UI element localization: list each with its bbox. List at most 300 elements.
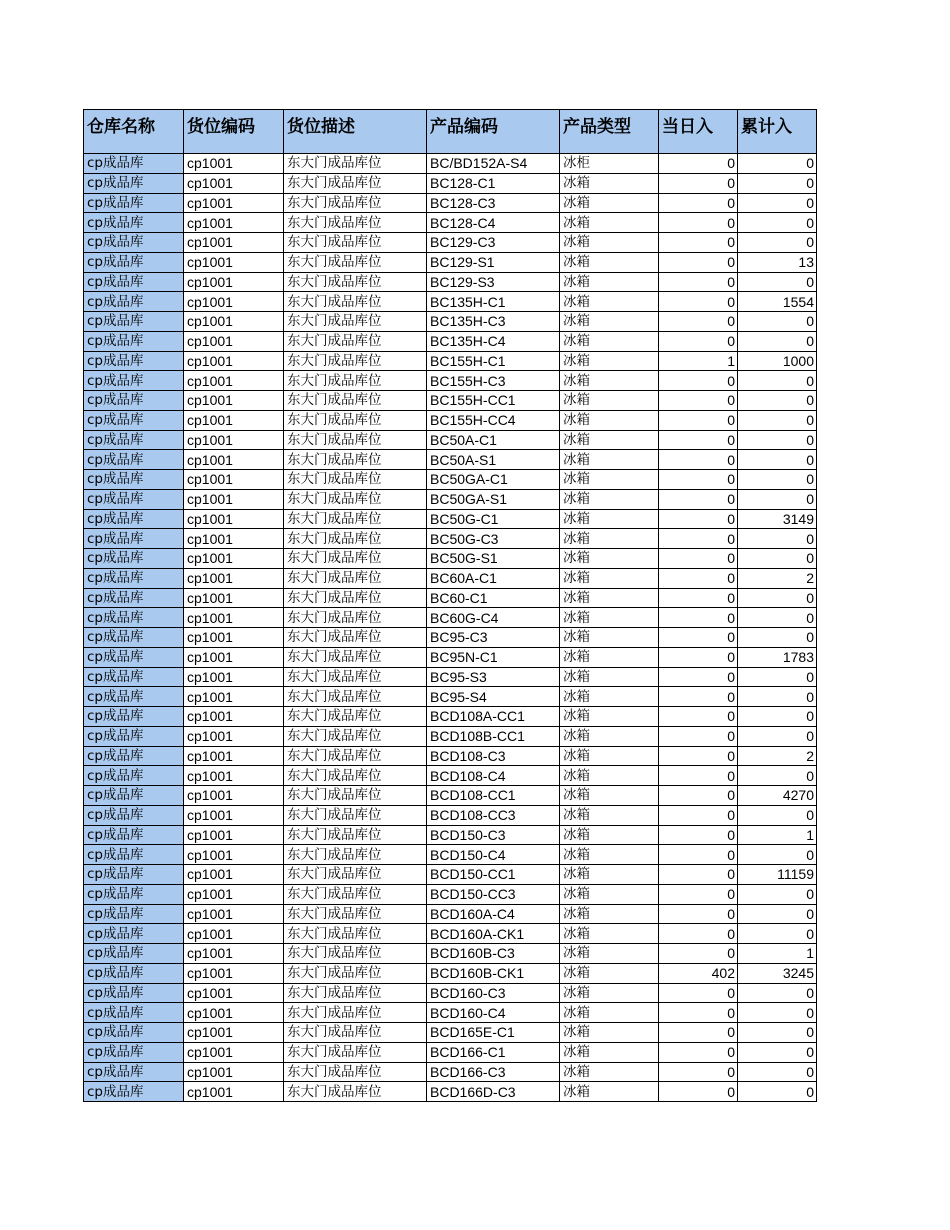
cell-product-type: 冰箱 [560,825,659,845]
cell-cumulative-in: 0 [738,667,817,687]
cell-product-code: BC129-C3 [427,233,560,253]
table-row [84,509,817,529]
cell-warehouse-name: cp成品库 [84,568,184,588]
cell-product-code: BCD160-C4 [427,1003,560,1023]
table-row [84,331,817,351]
cell-product-code: BCD160B-C3 [427,944,560,964]
cell-warehouse-name: cp成品库 [84,1023,184,1043]
cell-product-type: 冰箱 [560,391,659,411]
cell-warehouse-name: cp成品库 [84,963,184,983]
table-row [84,450,817,470]
cell-product-type: 冰箱 [560,667,659,687]
cell-location-code: cp1001 [184,766,284,786]
cell-product-code: BCD150-C4 [427,845,560,865]
cell-daily-in: 0 [659,410,738,430]
cell-location-desc: 东大门成品库位 [284,924,427,944]
cell-product-code: BCD160A-C4 [427,904,560,924]
cell-warehouse-name: cp成品库 [84,351,184,371]
cell-product-type: 冰箱 [560,292,659,312]
cell-product-code: BC135H-C1 [427,292,560,312]
cell-cumulative-in: 1554 [738,292,817,312]
cell-cumulative-in: 0 [738,529,817,549]
cell-location-desc: 东大门成品库位 [284,213,427,233]
header-row [84,110,817,154]
cell-cumulative-in: 0 [738,726,817,746]
cell-daily-in: 0 [659,252,738,272]
cell-location-code: cp1001 [184,845,284,865]
cell-daily-in: 0 [659,568,738,588]
cell-cumulative-in: 4270 [738,786,817,806]
cell-location-code: cp1001 [184,1062,284,1082]
cell-product-type: 冰箱 [560,371,659,391]
cell-daily-in: 0 [659,173,738,193]
cell-location-code: cp1001 [184,331,284,351]
cell-product-code: BC95N-C1 [427,647,560,667]
table-row [84,845,817,865]
cell-product-type: 冰箱 [560,233,659,253]
cell-warehouse-name: cp成品库 [84,272,184,292]
cell-cumulative-in: 0 [738,470,817,490]
cell-location-desc: 东大门成品库位 [284,470,427,490]
table-row [84,944,817,964]
cell-product-code: BC155H-CC4 [427,410,560,430]
cell-location-code: cp1001 [184,213,284,233]
cell-product-type: 冰箱 [560,193,659,213]
cell-location-desc: 东大门成品库位 [284,1003,427,1023]
cell-daily-in: 0 [659,154,738,174]
cell-daily-in: 0 [659,312,738,332]
cell-warehouse-name: cp成品库 [84,647,184,667]
cell-daily-in: 0 [659,647,738,667]
table-row [84,470,817,490]
cell-cumulative-in: 0 [738,549,817,569]
cell-location-code: cp1001 [184,865,284,885]
header-daily-in: 当日入 [659,110,738,154]
cell-cumulative-in: 0 [738,845,817,865]
cell-daily-in: 0 [659,272,738,292]
cell-product-code: BC50G-C3 [427,529,560,549]
cell-location-code: cp1001 [184,233,284,253]
cell-cumulative-in: 1 [738,944,817,964]
cell-daily-in: 0 [659,450,738,470]
cell-daily-in: 0 [659,509,738,529]
cell-cumulative-in: 0 [738,805,817,825]
cell-location-desc: 东大门成品库位 [284,687,427,707]
cell-cumulative-in: 0 [738,371,817,391]
table-row [84,371,817,391]
cell-cumulative-in: 2 [738,746,817,766]
table-row [84,549,817,569]
cell-location-desc: 东大门成品库位 [284,509,427,529]
cell-location-code: cp1001 [184,173,284,193]
table-row [84,687,817,707]
table-row [84,430,817,450]
cell-cumulative-in: 13 [738,252,817,272]
cell-warehouse-name: cp成品库 [84,173,184,193]
table-row [84,805,817,825]
cell-daily-in: 0 [659,687,738,707]
cell-warehouse-name: cp成品库 [84,233,184,253]
cell-location-desc: 东大门成品库位 [284,312,427,332]
cell-location-desc: 东大门成品库位 [284,351,427,371]
cell-location-code: cp1001 [184,312,284,332]
cell-daily-in: 0 [659,489,738,509]
cell-product-type: 冰箱 [560,628,659,648]
cell-daily-in: 0 [659,1003,738,1023]
cell-product-code: BC60-C1 [427,588,560,608]
cell-warehouse-name: cp成品库 [84,766,184,786]
cell-location-desc: 东大门成品库位 [284,450,427,470]
table-row [84,865,817,885]
inventory-table [83,109,817,1102]
cell-location-code: cp1001 [184,489,284,509]
cell-product-type: 冰箱 [560,450,659,470]
table-row [84,272,817,292]
cell-warehouse-name: cp成品库 [84,213,184,233]
table-row [84,1023,817,1043]
cell-product-code: BCD160B-CK1 [427,963,560,983]
table-row [84,766,817,786]
cell-location-desc: 东大门成品库位 [284,529,427,549]
cell-warehouse-name: cp成品库 [84,410,184,430]
cell-product-code: BCD166-C3 [427,1062,560,1082]
cell-daily-in: 0 [659,628,738,648]
cell-cumulative-in: 11159 [738,865,817,885]
cell-product-type: 冰箱 [560,983,659,1003]
cell-warehouse-name: cp成品库 [84,687,184,707]
cell-product-code: BC155H-CC1 [427,391,560,411]
cell-warehouse-name: cp成品库 [84,707,184,727]
cell-product-type: 冰箱 [560,1042,659,1062]
cell-warehouse-name: cp成品库 [84,529,184,549]
cell-product-type: 冰箱 [560,687,659,707]
table-row [84,983,817,1003]
cell-cumulative-in: 0 [738,430,817,450]
table-header [84,110,817,154]
cell-location-desc: 东大门成品库位 [284,904,427,924]
cell-location-desc: 东大门成品库位 [284,391,427,411]
cell-cumulative-in: 0 [738,983,817,1003]
cell-daily-in: 0 [659,371,738,391]
cell-warehouse-name: cp成品库 [84,983,184,1003]
cell-location-desc: 东大门成品库位 [284,845,427,865]
cell-product-code: BCD165E-C1 [427,1023,560,1043]
cell-location-desc: 东大门成品库位 [284,549,427,569]
cell-cumulative-in: 0 [738,884,817,904]
table-row [84,213,817,233]
cell-location-desc: 东大门成品库位 [284,726,427,746]
cell-location-desc: 东大门成品库位 [284,766,427,786]
cell-cumulative-in: 0 [738,924,817,944]
cell-location-code: cp1001 [184,371,284,391]
cell-warehouse-name: cp成品库 [84,1062,184,1082]
cell-product-type: 冰箱 [560,726,659,746]
cell-location-desc: 东大门成品库位 [284,252,427,272]
cell-daily-in: 0 [659,292,738,312]
cell-cumulative-in: 0 [738,628,817,648]
cell-product-type: 冰箱 [560,707,659,727]
cell-product-type: 冰箱 [560,470,659,490]
cell-cumulative-in: 0 [738,213,817,233]
cell-location-code: cp1001 [184,1082,284,1102]
header-product-type: 产品类型 [560,110,659,154]
cell-product-code: BC50GA-C1 [427,470,560,490]
cell-product-code: BC135H-C3 [427,312,560,332]
cell-daily-in: 0 [659,1023,738,1043]
table-row [84,667,817,687]
cell-location-code: cp1001 [184,1003,284,1023]
cell-product-code: BCD166-C1 [427,1042,560,1062]
header-cumulative-in: 累计入 [738,110,817,154]
cell-product-code: BC135H-C4 [427,331,560,351]
cell-warehouse-name: cp成品库 [84,430,184,450]
cell-cumulative-in: 0 [738,154,817,174]
table-row [84,924,817,944]
cell-cumulative-in: 0 [738,1082,817,1102]
cell-location-desc: 东大门成品库位 [284,786,427,806]
cell-cumulative-in: 0 [738,489,817,509]
cell-product-type: 冰箱 [560,963,659,983]
cell-daily-in: 0 [659,825,738,845]
cell-cumulative-in: 0 [738,1003,817,1023]
cell-cumulative-in: 0 [738,193,817,213]
cell-cumulative-in: 0 [738,1062,817,1082]
cell-location-desc: 东大门成品库位 [284,865,427,885]
cell-daily-in: 0 [659,391,738,411]
cell-warehouse-name: cp成品库 [84,825,184,845]
cell-cumulative-in: 0 [738,1042,817,1062]
cell-location-desc: 东大门成品库位 [284,963,427,983]
cell-daily-in: 0 [659,904,738,924]
cell-product-type: 冰箱 [560,1062,659,1082]
cell-location-desc: 东大门成品库位 [284,568,427,588]
table-row [84,825,817,845]
cell-location-code: cp1001 [184,529,284,549]
cell-warehouse-name: cp成品库 [84,608,184,628]
cell-daily-in: 0 [659,588,738,608]
cell-daily-in: 0 [659,549,738,569]
cell-product-type: 冰箱 [560,568,659,588]
cell-warehouse-name: cp成品库 [84,786,184,806]
cell-location-code: cp1001 [184,430,284,450]
cell-cumulative-in: 0 [738,391,817,411]
cell-warehouse-name: cp成品库 [84,1082,184,1102]
cell-daily-in: 0 [659,667,738,687]
cell-location-desc: 东大门成品库位 [284,1082,427,1102]
cell-warehouse-name: cp成品库 [84,628,184,648]
header-warehouse-name: 仓库名称 [84,110,184,154]
cell-warehouse-name: cp成品库 [84,154,184,174]
table-row [84,529,817,549]
cell-product-type: 冰箱 [560,924,659,944]
cell-location-code: cp1001 [184,450,284,470]
cell-location-code: cp1001 [184,549,284,569]
cell-product-code: BC129-S1 [427,252,560,272]
cell-product-type: 冰箱 [560,312,659,332]
cell-daily-in: 1 [659,351,738,371]
table-row [84,786,817,806]
cell-daily-in: 0 [659,193,738,213]
cell-location-desc: 东大门成品库位 [284,1062,427,1082]
cell-location-code: cp1001 [184,825,284,845]
cell-product-type: 冰箱 [560,173,659,193]
cell-cumulative-in: 0 [738,450,817,470]
cell-product-code: BC129-S3 [427,272,560,292]
cell-product-code: BC60G-C4 [427,608,560,628]
cell-warehouse-name: cp成品库 [84,845,184,865]
cell-warehouse-name: cp成品库 [84,865,184,885]
table-row [84,292,817,312]
table-row [84,588,817,608]
cell-cumulative-in: 0 [738,766,817,786]
cell-product-type: 冰箱 [560,549,659,569]
cell-location-code: cp1001 [184,726,284,746]
cell-location-code: cp1001 [184,944,284,964]
header-location-desc: 货位描述 [284,110,427,154]
cell-product-type: 冰箱 [560,805,659,825]
cell-warehouse-name: cp成品库 [84,746,184,766]
cell-daily-in: 0 [659,766,738,786]
cell-location-code: cp1001 [184,154,284,174]
cell-daily-in: 0 [659,707,738,727]
cell-location-code: cp1001 [184,1023,284,1043]
cell-cumulative-in: 3149 [738,509,817,529]
cell-product-type: 冰箱 [560,1023,659,1043]
cell-daily-in: 0 [659,983,738,1003]
cell-location-code: cp1001 [184,707,284,727]
cell-location-code: cp1001 [184,588,284,608]
cell-location-desc: 东大门成品库位 [284,825,427,845]
cell-product-type: 冰箱 [560,351,659,371]
table-body [84,154,817,1102]
table-row [84,568,817,588]
cell-product-type: 冰柜 [560,154,659,174]
cell-warehouse-name: cp成品库 [84,470,184,490]
cell-cumulative-in: 3245 [738,963,817,983]
cell-cumulative-in: 0 [738,331,817,351]
cell-product-type: 冰箱 [560,509,659,529]
cell-location-desc: 东大门成品库位 [284,944,427,964]
cell-warehouse-name: cp成品库 [84,726,184,746]
cell-warehouse-name: cp成品库 [84,312,184,332]
cell-product-code: BCD160-C3 [427,983,560,1003]
cell-daily-in: 402 [659,963,738,983]
cell-location-code: cp1001 [184,608,284,628]
cell-cumulative-in: 0 [738,588,817,608]
cell-daily-in: 0 [659,845,738,865]
cell-cumulative-in: 0 [738,608,817,628]
cell-product-type: 冰箱 [560,845,659,865]
table-row [84,351,817,371]
cell-cumulative-in: 1783 [738,647,817,667]
cell-location-desc: 东大门成品库位 [284,746,427,766]
cell-location-code: cp1001 [184,1042,284,1062]
cell-product-code: BCD108-CC3 [427,805,560,825]
cell-location-desc: 东大门成品库位 [284,331,427,351]
cell-daily-in: 0 [659,331,738,351]
cell-location-code: cp1001 [184,628,284,648]
cell-location-desc: 东大门成品库位 [284,608,427,628]
cell-product-code: BC95-S4 [427,687,560,707]
table-row [84,884,817,904]
cell-product-code: BCD108-C3 [427,746,560,766]
cell-cumulative-in: 2 [738,568,817,588]
cell-daily-in: 0 [659,884,738,904]
cell-product-code: BC50A-S1 [427,450,560,470]
cell-location-code: cp1001 [184,252,284,272]
table-row [84,726,817,746]
cell-location-desc: 东大门成品库位 [284,193,427,213]
cell-product-type: 冰箱 [560,489,659,509]
cell-daily-in: 0 [659,786,738,806]
cell-product-type: 冰箱 [560,746,659,766]
cell-location-desc: 东大门成品库位 [284,884,427,904]
cell-location-desc: 东大门成品库位 [284,430,427,450]
cell-location-desc: 东大门成品库位 [284,371,427,391]
cell-location-desc: 东大门成品库位 [284,805,427,825]
cell-warehouse-name: cp成品库 [84,1003,184,1023]
cell-product-code: BCD166D-C3 [427,1082,560,1102]
table-row [84,963,817,983]
table-row [84,489,817,509]
cell-product-code: BC50G-C1 [427,509,560,529]
cell-daily-in: 0 [659,430,738,450]
cell-product-code: BCD108A-CC1 [427,707,560,727]
cell-product-code: BC95-S3 [427,667,560,687]
cell-location-desc: 东大门成品库位 [284,410,427,430]
cell-product-type: 冰箱 [560,252,659,272]
cell-product-code: BCD160A-CK1 [427,924,560,944]
cell-product-code: BC155H-C3 [427,371,560,391]
cell-product-type: 冰箱 [560,410,659,430]
cell-product-code: BCD108-CC1 [427,786,560,806]
cell-warehouse-name: cp成品库 [84,509,184,529]
cell-cumulative-in: 0 [738,904,817,924]
header-location-code: 货位编码 [184,110,284,154]
cell-location-code: cp1001 [184,667,284,687]
cell-location-code: cp1001 [184,647,284,667]
table-row [84,391,817,411]
cell-product-code: BCD108B-CC1 [427,726,560,746]
cell-location-desc: 东大门成品库位 [284,173,427,193]
cell-warehouse-name: cp成品库 [84,292,184,312]
cell-product-type: 冰箱 [560,1003,659,1023]
cell-warehouse-name: cp成品库 [84,193,184,213]
cell-daily-in: 0 [659,529,738,549]
cell-location-code: cp1001 [184,983,284,1003]
cell-daily-in: 0 [659,944,738,964]
cell-location-desc: 东大门成品库位 [284,272,427,292]
table-row [84,707,817,727]
cell-product-code: BC50GA-S1 [427,489,560,509]
cell-cumulative-in: 0 [738,312,817,332]
table-row [84,154,817,174]
table-row [84,1003,817,1023]
cell-location-code: cp1001 [184,351,284,371]
cell-warehouse-name: cp成品库 [84,371,184,391]
table-row [84,1062,817,1082]
cell-product-code: BCD150-C3 [427,825,560,845]
table-row [84,1042,817,1062]
cell-location-code: cp1001 [184,470,284,490]
cell-daily-in: 0 [659,1042,738,1062]
header-product-code: 产品编码 [427,110,560,154]
cell-location-desc: 东大门成品库位 [284,588,427,608]
cell-location-code: cp1001 [184,884,284,904]
cell-daily-in: 0 [659,805,738,825]
cell-location-desc: 东大门成品库位 [284,1023,427,1043]
cell-product-type: 冰箱 [560,647,659,667]
